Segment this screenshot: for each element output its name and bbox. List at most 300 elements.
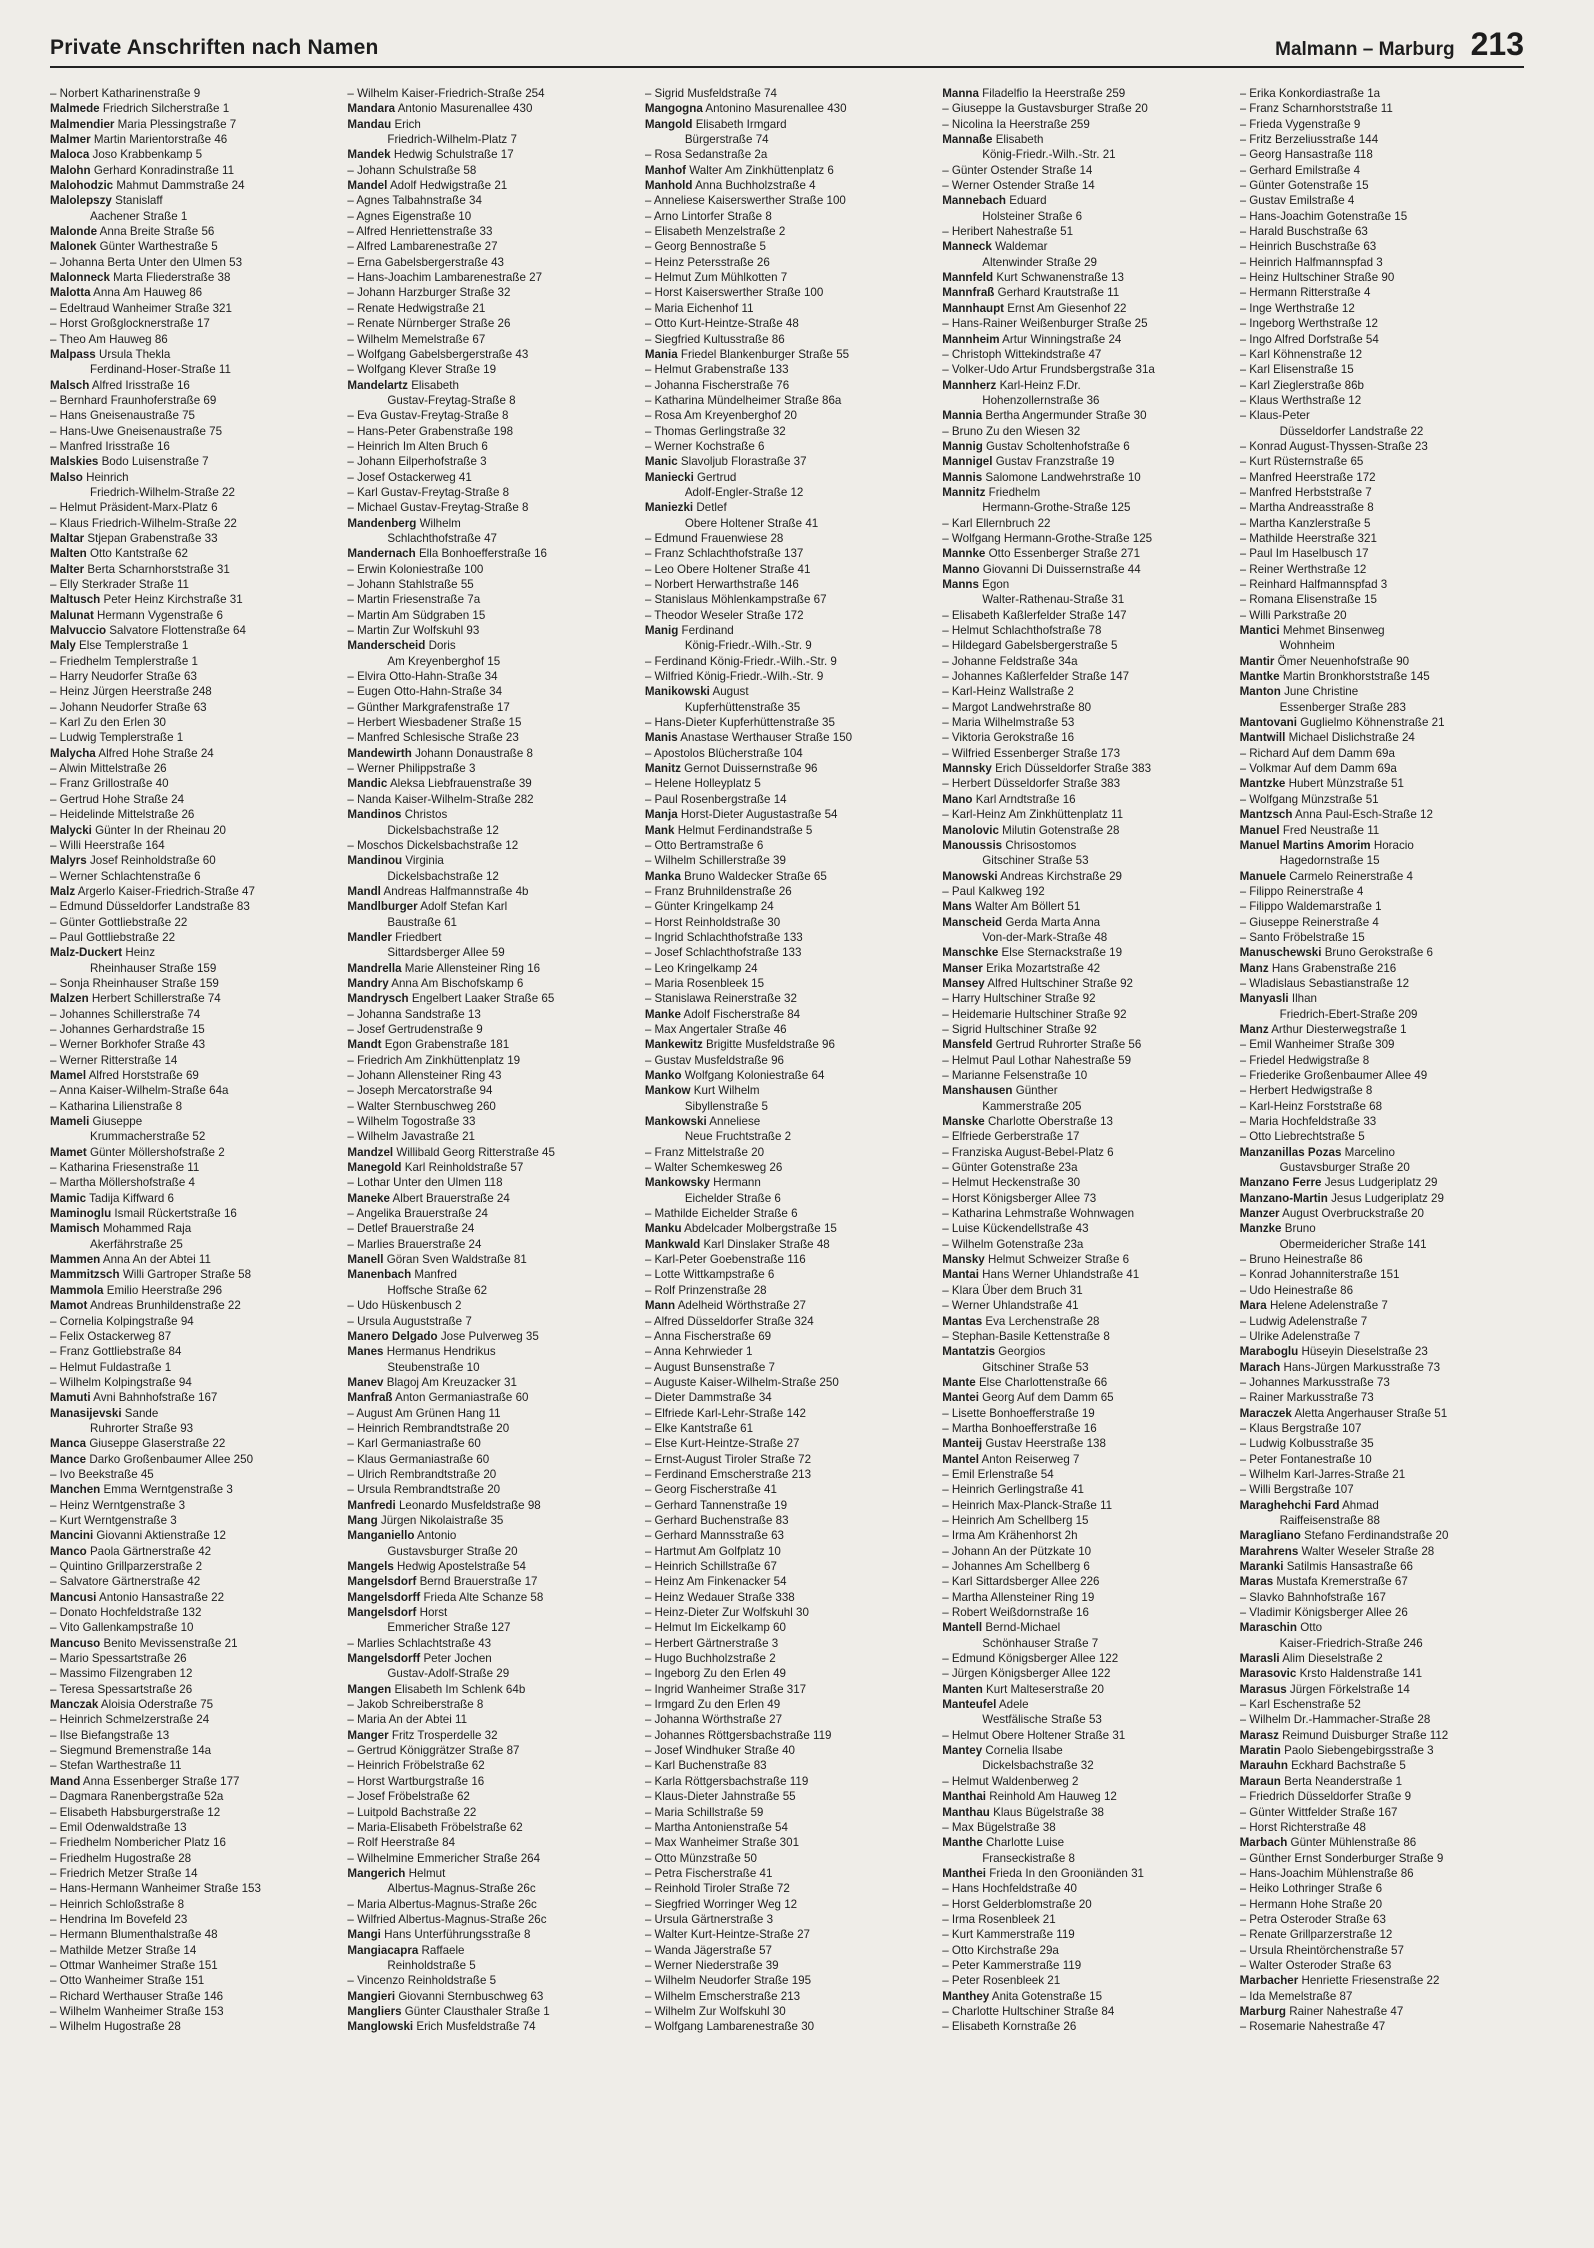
entry-surname: Manteij <box>942 1437 983 1451</box>
entry-details: – Ingeborg Werthstraße 12 <box>1239 317 1378 331</box>
entry-details: Emma Werntgenstraße 3 <box>103 1483 233 1497</box>
entry-details: Berta Scharnhorststraße 31 <box>87 562 230 576</box>
directory-entry <box>50 623 330 638</box>
entry-surname: Manczak <box>50 1698 99 1712</box>
directory-entry <box>1240 209 1520 224</box>
directory-entry <box>942 500 1222 515</box>
directory-entry <box>645 1237 925 1252</box>
entry-surname: Mantel <box>942 1452 979 1466</box>
directory-entry <box>942 608 1222 623</box>
entry-surname: Mantke <box>1239 670 1280 684</box>
entry-surname: Mandic <box>347 777 388 791</box>
directory-entry <box>347 1605 627 1620</box>
directory-entry <box>942 592 1222 607</box>
directory-entry <box>1240 163 1520 178</box>
entry-details: – Horst Gelderblomstraße 20 <box>942 1897 1092 1911</box>
directory-entry <box>942 761 1222 776</box>
entry-details: Brigitte Musfeldstraße 96 <box>706 1038 835 1052</box>
entry-details: Gitschiner Straße 53 <box>982 854 1089 868</box>
entry-details: – Mathilde Eichelder Straße 6 <box>644 1207 798 1221</box>
directory-entry <box>645 1528 925 1543</box>
entry-details: – Helmut Präsident-Marx-Platz 6 <box>50 501 218 515</box>
directory-entry <box>50 700 330 715</box>
directory-entry <box>1240 546 1520 561</box>
entry-details: – Heinz Jürgen Heerstraße 248 <box>50 685 212 699</box>
directory-entry <box>347 1574 627 1589</box>
entry-details: – Heinrich Schloßstraße 8 <box>50 1897 185 1911</box>
entry-surname: Manca <box>50 1437 87 1451</box>
entry-details: – Heinrich Gerlingstraße 41 <box>942 1483 1084 1497</box>
entry-details: Martin Marientorstraße 46 <box>93 133 228 147</box>
entry-details: – Bernhard Fraunhoferstraße 69 <box>50 393 217 407</box>
entry-surname: Manja <box>644 808 678 822</box>
entry-details: Krsto Haldenstraße 141 <box>1299 1667 1423 1681</box>
entry-details: – Wilfried König-Friedr.-Wilh.-Str. 9 <box>644 670 824 684</box>
entry-details: Dickelsbachstraße 32 <box>982 1759 1094 1773</box>
entry-details: – Hans-Rainer Weißenburger Straße 25 <box>942 317 1148 331</box>
entry-details: – Elvira Otto-Hahn-Straße 34 <box>347 670 498 684</box>
directory-entry <box>347 1805 627 1820</box>
entry-details: – Vito Gallenkampstraße 10 <box>50 1621 194 1635</box>
directory-entry <box>50 132 330 147</box>
entry-details: Cornelia Ilsabe <box>985 1744 1063 1758</box>
directory-entry <box>1240 439 1520 454</box>
entry-details: Gernot Duissernstraße 96 <box>684 762 818 776</box>
directory-entry <box>645 163 925 178</box>
entry-details: – Udo Hüskenbusch 2 <box>347 1299 462 1313</box>
entry-surname: Manis <box>644 731 678 745</box>
entry-details: – Wanda Jägerstraße 57 <box>644 1943 772 1957</box>
directory-entry <box>942 347 1222 362</box>
directory-entry <box>645 1897 925 1912</box>
entry-details: Horst-Dieter Augustastraße 54 <box>680 808 838 822</box>
directory-entry <box>50 408 330 423</box>
directory-entry <box>347 761 627 776</box>
entry-surname: Mann <box>644 1299 676 1313</box>
directory-entry <box>942 163 1222 178</box>
directory-entry <box>50 1528 330 1543</box>
entry-details: Manfred <box>414 1268 457 1282</box>
directory-entry <box>347 1820 627 1835</box>
entry-details: – Alfred Henriettenstraße 33 <box>347 225 493 239</box>
entry-surname: Mangliers <box>347 2004 402 2018</box>
entry-details: – Edeltraud Wanheimer Straße 321 <box>50 301 232 315</box>
entry-surname: Manka <box>644 869 681 883</box>
entry-surname: Maltusch <box>50 593 101 607</box>
directory-entry <box>1240 1774 1520 1789</box>
directory-entry <box>942 1344 1222 1359</box>
directory-entry <box>347 1467 627 1482</box>
entry-surname: Mantai <box>942 1268 979 1282</box>
entry-details: – Günther Markgrafenstraße 17 <box>347 700 510 714</box>
entry-details: Stjepan Grabenstraße 33 <box>87 531 218 545</box>
directory-entry <box>50 1252 330 1267</box>
entry-surname: Mank <box>644 823 675 837</box>
entry-details: – Johann An der Pützkate 10 <box>942 1544 1092 1558</box>
entry-details: – Klaus Germaniastraße 60 <box>347 1452 490 1466</box>
entry-details: – Santo Fröbelstraße 15 <box>1239 930 1365 944</box>
entry-details: – Hans-Joachim Lambarenestraße 27 <box>347 271 543 285</box>
entry-details: Gerhard Konradinstraße 11 <box>93 163 235 177</box>
entry-surname: Marasz <box>1239 1728 1279 1742</box>
directory-entry <box>347 592 627 607</box>
entry-details: Eckhard Bachstraße 5 <box>1291 1759 1406 1773</box>
directory-entry <box>645 178 925 193</box>
directory-entry <box>347 2004 627 2019</box>
entry-details: Frieda In den Grooniänden 31 <box>989 1866 1144 1880</box>
entry-details: – Norbert Katharinenstraße 9 <box>50 87 201 100</box>
directory-entry <box>347 454 627 469</box>
entry-details: – Johann Harzburger Straße 32 <box>347 286 511 300</box>
directory-entry <box>347 562 627 577</box>
directory-entry <box>645 1375 925 1390</box>
entry-surname: Mannebach <box>942 194 1006 208</box>
entry-details: – Wilhelm Hugostraße 28 <box>50 2020 181 2034</box>
directory-entry <box>1240 270 1520 285</box>
directory-entry <box>942 1267 1222 1282</box>
entry-details: – Ilse Biefangstraße 13 <box>50 1728 170 1742</box>
directory-entry <box>1240 1559 1520 1574</box>
directory-entry <box>645 1805 925 1820</box>
entry-details: – Slavko Bahnhofstraße 167 <box>1239 1590 1386 1604</box>
entry-details: – Friedhelm Templerstraße 1 <box>50 654 198 668</box>
directory-entry <box>50 577 330 592</box>
directory-entry <box>1240 1866 1520 1881</box>
entry-details: – Margot Landwehrstraße 80 <box>942 700 1092 714</box>
entry-details: Walter Am Zinkhüttenplatz 6 <box>689 163 834 177</box>
entry-surname: Mantell <box>942 1621 983 1635</box>
entry-details: – Klaus-Peter <box>1239 409 1310 423</box>
entry-details: Carmelo Reinerstraße 4 <box>1289 869 1413 883</box>
directory-entry <box>645 1697 925 1712</box>
entry-surname: Manikowski <box>644 685 710 699</box>
entry-details: Hans Unterführungsstraße 8 <box>384 1928 531 1942</box>
entry-details: Friedrich-Ebert-Straße 209 <box>1279 1007 1418 1021</box>
entry-details: – Apostolos Blücherstraße 104 <box>644 746 803 760</box>
directory-entry <box>942 1866 1222 1881</box>
entry-surname: Malzen <box>50 992 89 1006</box>
entry-details: – Maria Schillstraße 59 <box>644 1805 764 1819</box>
entry-details: – Stephan-Basile Kettenstraße 8 <box>942 1329 1110 1343</box>
entry-details: – Siegfried Kultusstraße 86 <box>644 332 785 346</box>
entry-details: – Leo Kringelkamp 24 <box>644 961 758 975</box>
entry-details: – Elisabeth Menzelstraße 2 <box>644 225 786 239</box>
directory-entry <box>942 1943 1222 1958</box>
directory-entry <box>942 393 1222 408</box>
entry-details: Alfred Irisstraße 16 <box>91 378 190 392</box>
entry-details: – Johann Allensteiner Ring 43 <box>347 1069 502 1082</box>
entry-surname: Maminoglu <box>50 1207 112 1221</box>
directory-entry <box>50 1958 330 1973</box>
entry-details: – Rosemarie Nahestraße 47 <box>1239 2020 1386 2034</box>
directory-entry <box>1240 1360 1520 1375</box>
directory-entry <box>50 1559 330 1574</box>
directory-entry <box>347 1620 627 1635</box>
entry-details: – Donato Hochfeldstraße 132 <box>50 1606 202 1620</box>
entry-details: Else Charlottenstraße 66 <box>978 1375 1108 1389</box>
entry-surname: Malunat <box>50 608 94 622</box>
entry-details: – Eva Gustav-Freytag-Straße 8 <box>347 409 509 423</box>
entry-details: – Ludwig Templerstraße 1 <box>50 731 184 745</box>
directory-entry <box>347 684 627 699</box>
entry-surname: Maniecki <box>644 470 694 484</box>
entry-details: – Heidelinde Mittelstraße 26 <box>50 808 195 822</box>
directory-entry <box>347 730 627 745</box>
directory-entry <box>1240 562 1520 577</box>
directory-entry <box>942 1559 1222 1574</box>
entry-details: – Johann Schulstraße 58 <box>347 163 477 177</box>
directory-entry <box>347 654 627 669</box>
entry-surname: Malsch <box>50 378 90 392</box>
entry-details: – Luise Kückendellstraße 43 <box>942 1222 1089 1236</box>
directory-entry <box>50 362 330 377</box>
directory-entry <box>645 1099 925 1114</box>
entry-details: Bruno Waldecker Straße 65 <box>684 869 827 883</box>
entry-surname: Mannitz <box>942 485 986 499</box>
entry-details: Else Sternackstraße 19 <box>1001 946 1123 960</box>
entry-surname: Malycha <box>50 746 96 760</box>
entry-details: – Werner Uhlandstraße 41 <box>942 1299 1079 1313</box>
entry-details: – Hermann Blumenthalstraße 48 <box>50 1928 218 1942</box>
entry-surname: Manzke <box>1239 1222 1282 1236</box>
entry-surname: Marach <box>1239 1360 1281 1374</box>
directory-entry <box>50 1160 330 1175</box>
entry-details: – Friederike Großenbaumer Allee 49 <box>1239 1069 1428 1082</box>
directory-entry <box>50 1574 330 1589</box>
directory-entry <box>1240 1344 1520 1359</box>
entry-details: Hedwig Apostelstraße 54 <box>397 1560 526 1573</box>
directory-entry <box>942 1221 1222 1236</box>
entry-surname: Mannfeld <box>942 271 994 285</box>
entry-details: – Ulrich Rembrandtstraße 20 <box>347 1467 497 1481</box>
entry-details: – Wilhelm Zur Wolfskuhl 30 <box>644 2004 786 2018</box>
entry-details: Hans-Jürgen Markusstraße 73 <box>1283 1360 1441 1374</box>
directory-entry <box>347 1344 627 1359</box>
directory-entry <box>50 316 330 331</box>
entry-details: – Sonja Rheinhauser Straße 159 <box>50 976 219 990</box>
directory-entry <box>50 117 330 132</box>
entry-surname: Manthey <box>942 1989 990 2003</box>
directory-entry <box>1240 884 1520 899</box>
entry-details: Antonino Masurenallee 430 <box>705 102 847 116</box>
directory-entry <box>50 500 330 515</box>
directory-entry <box>347 1528 627 1543</box>
directory-entry <box>1240 1283 1520 1298</box>
entry-details: Aletta Angerhauser Straße 51 <box>1294 1406 1448 1420</box>
directory-entry <box>347 1283 627 1298</box>
entry-surname: Mannsky <box>942 762 992 776</box>
entry-details: – Gustav Musfeldstraße 96 <box>644 1053 784 1067</box>
directory-entry <box>50 1682 330 1697</box>
entry-details: – Udo Heinestraße 86 <box>1239 1283 1354 1297</box>
entry-details: – Johannes Am Schellberg 6 <box>942 1560 1090 1573</box>
entry-details: – Ursula Gärtnerstraße 3 <box>644 1912 774 1926</box>
entry-details: – Hans-Uwe Gneisenaustraße 75 <box>50 424 223 438</box>
entry-details: Blagoj Am Kreuzacker 31 <box>386 1375 517 1389</box>
entry-details: – Gertrud Königgrätzer Straße 87 <box>347 1744 520 1758</box>
entry-surname: Manthai <box>942 1790 987 1804</box>
directory-entry <box>645 1835 925 1850</box>
directory-entry <box>645 332 925 347</box>
entry-details: Eduard <box>1009 194 1047 208</box>
directory-entry <box>942 285 1222 300</box>
entry-details: Paolo Siebengebirgsstraße 3 <box>1284 1744 1434 1758</box>
entry-details: Avni Bahnhofstraße 167 <box>93 1391 218 1405</box>
entry-details: – Salvatore Gärtnerstraße 42 <box>50 1575 201 1589</box>
entry-details: – Nanda Kaiser-Wilhelm-Straße 282 <box>347 792 534 806</box>
entry-details: – Max Angertaler Straße 46 <box>644 1022 787 1036</box>
entry-details: – Frieda Vygenstraße 9 <box>1239 117 1361 131</box>
directory-entry <box>1240 684 1520 699</box>
entry-details: – Friedrich Düsseldorfer Straße 9 <box>1239 1790 1412 1804</box>
entry-surname: Manscheid <box>942 915 1003 929</box>
directory-entry <box>942 1206 1222 1221</box>
directory-column-2 <box>347 86 627 2236</box>
directory-entry <box>1240 147 1520 162</box>
entry-details: – Reinhold Tiroler Straße 72 <box>644 1882 790 1896</box>
entry-details: Aleksa Liebfrauenstraße 39 <box>389 777 532 791</box>
entry-surname: Manzer <box>1239 1207 1280 1221</box>
entry-surname: Mandlburger <box>347 900 418 914</box>
directory-entry <box>50 869 330 884</box>
directory-entry <box>645 1927 925 1942</box>
directory-entry <box>942 1973 1222 1988</box>
directory-entry <box>50 1344 330 1359</box>
directory-entry <box>942 1114 1222 1129</box>
entry-surname: Mancusi <box>50 1590 97 1604</box>
entry-surname: Maragliano <box>1239 1529 1301 1543</box>
directory-entry <box>347 470 627 485</box>
directory-entry <box>347 378 627 393</box>
entry-details: – Robert Weißdornstraße 16 <box>942 1606 1089 1620</box>
directory-entry <box>1240 1237 1520 1252</box>
directory-entry <box>50 761 330 776</box>
directory-entry <box>1240 1820 1520 1835</box>
directory-entry <box>347 2019 627 2034</box>
entry-details: – Otto Liebrechtstraße 5 <box>1239 1130 1365 1144</box>
entry-details: Jesus Ludgeriplatz 29 <box>1331 1191 1444 1205</box>
directory-entry <box>50 1774 330 1789</box>
directory-entry <box>645 470 925 485</box>
entry-details: – Joseph Mercatorstraße 94 <box>347 1084 493 1098</box>
directory-entry <box>645 531 925 546</box>
entry-surname: Manuel Martins Amorim <box>1239 838 1371 852</box>
entry-details: – Günter Kringelkamp 24 <box>644 900 774 914</box>
directory-entry <box>50 1221 330 1236</box>
entry-details: – Georg Hansastraße 118 <box>1239 148 1373 162</box>
directory-entry <box>50 1114 330 1129</box>
entry-surname: Mannhaupt <box>942 301 1005 315</box>
directory-entry <box>645 823 925 838</box>
directory-entry <box>1240 285 1520 300</box>
entry-details: – Friedrich Metzer Straße 14 <box>50 1866 198 1880</box>
entry-surname: Manglowski <box>347 2020 414 2034</box>
entry-details: – Ferdinand Emscherstraße 213 <box>644 1467 812 1481</box>
directory-entry <box>347 1237 627 1252</box>
entry-details: Andreas Kirchstraße 29 <box>1000 869 1123 883</box>
entry-details: – Stanislawa Reinerstraße 32 <box>644 992 797 1006</box>
entry-details: – Gerhard Buchenstraße 83 <box>644 1513 789 1527</box>
entry-surname: Mammitzsch <box>50 1268 120 1282</box>
directory-entry <box>50 1636 330 1651</box>
directory-entry <box>347 285 627 300</box>
directory-entry <box>347 1175 627 1190</box>
entry-surname: Malmer <box>50 133 91 147</box>
directory-entry <box>942 1421 1222 1436</box>
directory-entry <box>942 1789 1222 1804</box>
directory-entry <box>50 746 330 761</box>
entry-details: Peter Heinz Kirchstraße 31 <box>103 593 243 607</box>
directory-entry <box>645 669 925 684</box>
directory-entry <box>942 1436 1222 1451</box>
entry-details: Adolf-Engler-Straße 12 <box>684 485 804 499</box>
directory-entry <box>1240 1958 1520 1973</box>
entry-surname: Maraczek <box>1239 1406 1292 1420</box>
entry-surname: Mangen <box>347 1682 392 1696</box>
directory-entry <box>347 746 627 761</box>
directory-entry <box>1240 1513 1520 1528</box>
entry-details: – Paul Rosenbergstraße 14 <box>644 792 787 806</box>
directory-entry <box>1240 1789 1520 1804</box>
directory-entry <box>347 1482 627 1497</box>
directory-entry <box>50 1406 330 1421</box>
directory-entry <box>645 1436 925 1451</box>
directory-entry <box>50 1743 330 1758</box>
entry-details: – Johann Eilperhofstraße 3 <box>347 455 487 469</box>
entry-details: Helmut Ferdinandstraße 5 <box>677 823 813 837</box>
entry-details: Albert Brauerstraße 24 <box>392 1191 510 1205</box>
directory-entry <box>50 1943 330 1958</box>
directory-entry <box>645 1298 925 1313</box>
directory-entry <box>645 193 925 208</box>
entry-details: – Wilhelm Kaiser-Friedrich-Straße 254 <box>347 87 545 100</box>
directory-entry <box>1240 531 1520 546</box>
directory-entry <box>645 1068 925 1083</box>
directory-entry <box>942 1697 1222 1712</box>
directory-entry <box>942 454 1222 469</box>
directory-entry <box>50 1053 330 1068</box>
directory-entry <box>1240 1682 1520 1697</box>
entry-surname: Mandernach <box>347 547 416 561</box>
directory-entry <box>942 531 1222 546</box>
entry-details: – Karl Gustav-Freytag-Straße 8 <box>347 485 510 499</box>
entry-surname: Mans <box>942 900 972 914</box>
entry-details: – Ingrid Wanheimer Straße 317 <box>644 1682 807 1696</box>
directory-entry <box>645 623 925 638</box>
entry-details: – Wilhelm Karl-Jarres-Straße 21 <box>1239 1467 1406 1481</box>
entry-surname: Malpass <box>50 347 96 361</box>
entry-details: Karl Arndtstraße 16 <box>975 792 1076 806</box>
entry-details: – Johanna Sandstraße 13 <box>347 1007 481 1021</box>
directory-entry <box>347 1774 627 1789</box>
entry-details: – Eugen Otto-Hahn-Straße 34 <box>347 685 503 699</box>
directory-entry <box>1240 424 1520 439</box>
entry-details: – Ursula Auguststraße 7 <box>347 1314 472 1328</box>
directory-entry <box>645 546 925 561</box>
entry-details: Hubert Münzstraße 51 <box>1288 777 1404 791</box>
directory-entry <box>645 592 925 607</box>
directory-entry <box>1240 239 1520 254</box>
entry-details: – Franz Gottliebstraße 84 <box>50 1345 182 1359</box>
directory-entry <box>645 1743 925 1758</box>
directory-entry <box>1240 1528 1520 1543</box>
entry-details: Wohnheim <box>1279 639 1335 653</box>
entry-details: Alfred Horststraße 69 <box>88 1069 199 1082</box>
entry-details: Bruno <box>1284 1222 1316 1236</box>
directory-entry <box>942 1958 1222 1973</box>
entry-details: Anna Buchholzstraße 4 <box>695 179 816 193</box>
entry-surname: Manyasli <box>1239 992 1289 1006</box>
